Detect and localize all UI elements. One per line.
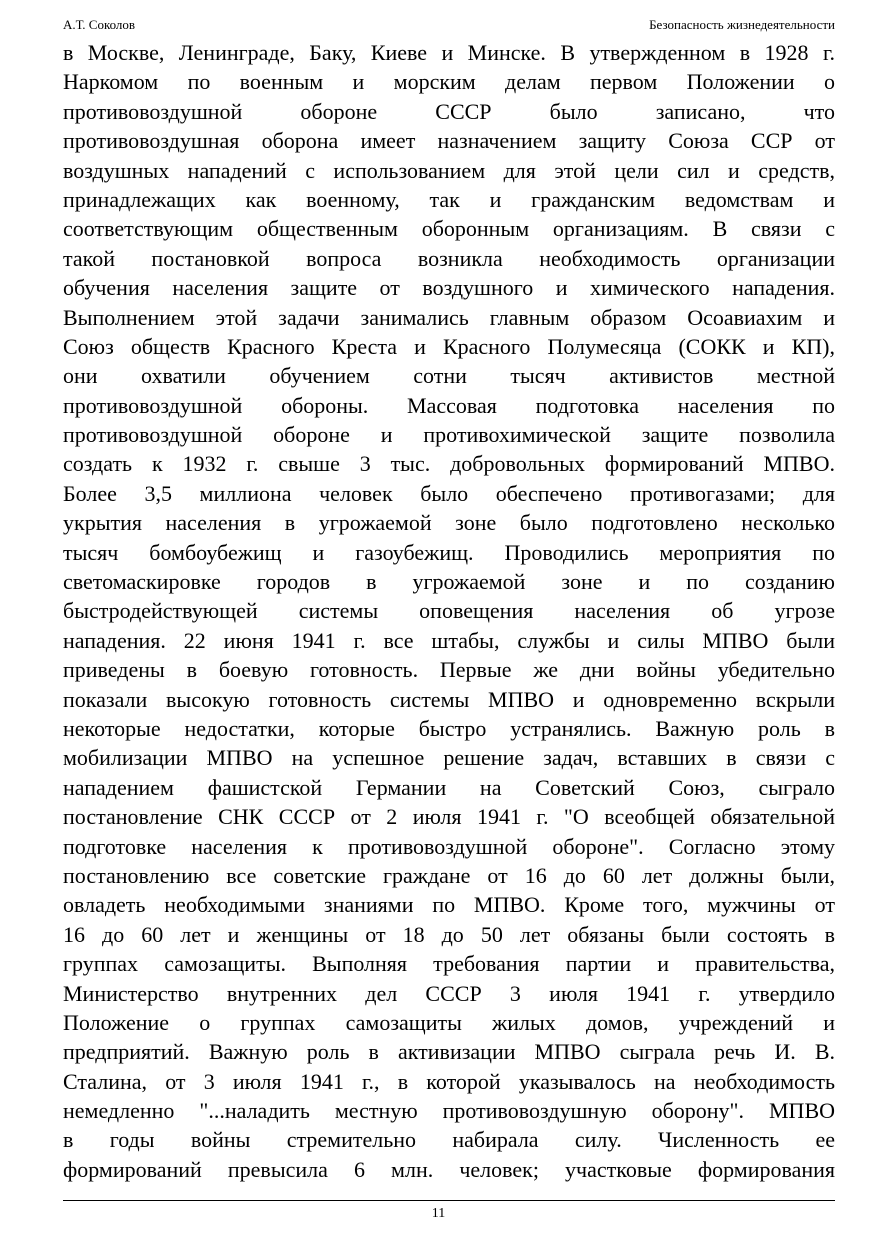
text-line: нападения. 22 июня 1941 г. все штабы, службы и силы МПВО были: [63, 627, 835, 653]
text-line: формирований превысила 6 млн. человек; участковые формирования: [63, 1156, 835, 1182]
text-line: постановлению все советские граждане от 16 до 60 лет должны были,: [63, 862, 835, 888]
text-line: нападением фашистской Германии на Советский Союз, сыграло: [63, 774, 835, 800]
text-line: быстродействующей системы оповещения населения об угрозе: [63, 598, 835, 624]
text-line: тысяч бомбоубежищ и газоубежищ. Проводились мероприятия по: [63, 539, 835, 565]
text-line: принадлежащих как военному, так и гражданским ведомствам и: [63, 186, 835, 212]
text-line: некоторые недостатки, которые быстро устранялись. Важную роль в: [63, 715, 835, 741]
body-text: [63, 38, 835, 1184]
text-line: укрытия населения в угрожаемой зоне было подготовлено несколько: [63, 510, 835, 536]
text-line: противовоздушной обороне и противохимической защите позволила: [63, 422, 835, 448]
text-line: 16 до 60 лет и женщины от 18 до 50 лет обязаны были состоять в: [63, 921, 835, 947]
page-header: [63, 16, 835, 34]
text-line: Положение о группах самозащиты жилых домов, учреждений и: [63, 1009, 835, 1035]
text-line: Наркомом по военным и морским делам первом Положении о: [63, 69, 835, 95]
text-line: создать к 1932 г. свыше 3 тыс. добровольных формирований МПВО.: [63, 451, 835, 477]
page-number: 11: [431, 1206, 446, 1221]
text-line: немедленно "...наладить местную противовоздушную оборону". МПВО: [63, 1098, 835, 1124]
text-line: предприятий. Важную роль в активизации МПВО сыграла речь И. В.: [63, 1039, 835, 1065]
text-line: обучения населения защите от воздушного и химического нападения.: [63, 275, 835, 301]
text-line: Более 3,5 миллиона человек было обеспечено противогазами; для: [63, 480, 835, 506]
footer-divider: [63, 1200, 835, 1201]
text-line: они охватили обучением сотни тысяч активистов местной: [63, 363, 835, 389]
text-line: овладеть необходимыми знаниями по МПВО. Кроме того, мужчины от: [63, 892, 835, 918]
text-line: противовоздушной обороне СССР было записано, что: [63, 98, 835, 124]
text-line: Министерство внутренних дел СССР 3 июля 1941 г. утвердило: [63, 980, 835, 1006]
text-line: противовоздушной обороны. Массовая подготовка населения по: [63, 392, 835, 418]
text-line: воздушных нападений с использованием для этой цели сил и средств,: [63, 157, 835, 183]
text-line: постановление СНК СССР от 2 июля 1941 г. "О всеобщей обязательной: [63, 804, 835, 830]
text-line: приведены в боевую готовность. Первые же дни войны убедительно: [63, 657, 835, 683]
header-author: А.Т. Соколов: [63, 17, 136, 32]
text-line: соответствующим общественным оборонным организациям. В связи с: [63, 216, 835, 242]
text-line: противовоздушная оборона имеет назначением защиту Союза ССР от: [63, 128, 835, 154]
text-line: подготовке населения к противовоздушной обороне". Согласно этому: [63, 833, 835, 859]
text-line: Сталина, от 3 июля 1941 г., в которой указывалось на необходимость: [63, 1068, 835, 1094]
text-line: показали высокую готовность системы МПВО и одновременно вскрыли: [63, 686, 835, 712]
text-line: группах самозащиты. Выполняя требования партии и правительства,: [63, 951, 835, 977]
text-line: в годы войны стремительно набирала силу. Численность ее: [63, 1127, 835, 1153]
text-line: такой постановкой вопроса возникла необходимость организации: [63, 245, 835, 271]
text-line: мобилизации МПВО на успешное решение задач, вставших в связи с: [63, 745, 835, 771]
text-line: Союз обществ Красного Креста и Красного Полумесяца (СОКК и КП),: [63, 333, 835, 359]
text-line: светомаскировке городов в угрожаемой зоне и по созданию: [63, 569, 835, 595]
text-line: в Москве, Ленинграде, Баку, Киеве и Минске. В утвержденном в 1928 г.: [63, 40, 835, 65]
header-book-title: Безопасность жизнедеятельности: [649, 17, 835, 32]
text-line: Выполнением этой задачи занимались главным образом Осоавиахим и: [63, 304, 835, 330]
